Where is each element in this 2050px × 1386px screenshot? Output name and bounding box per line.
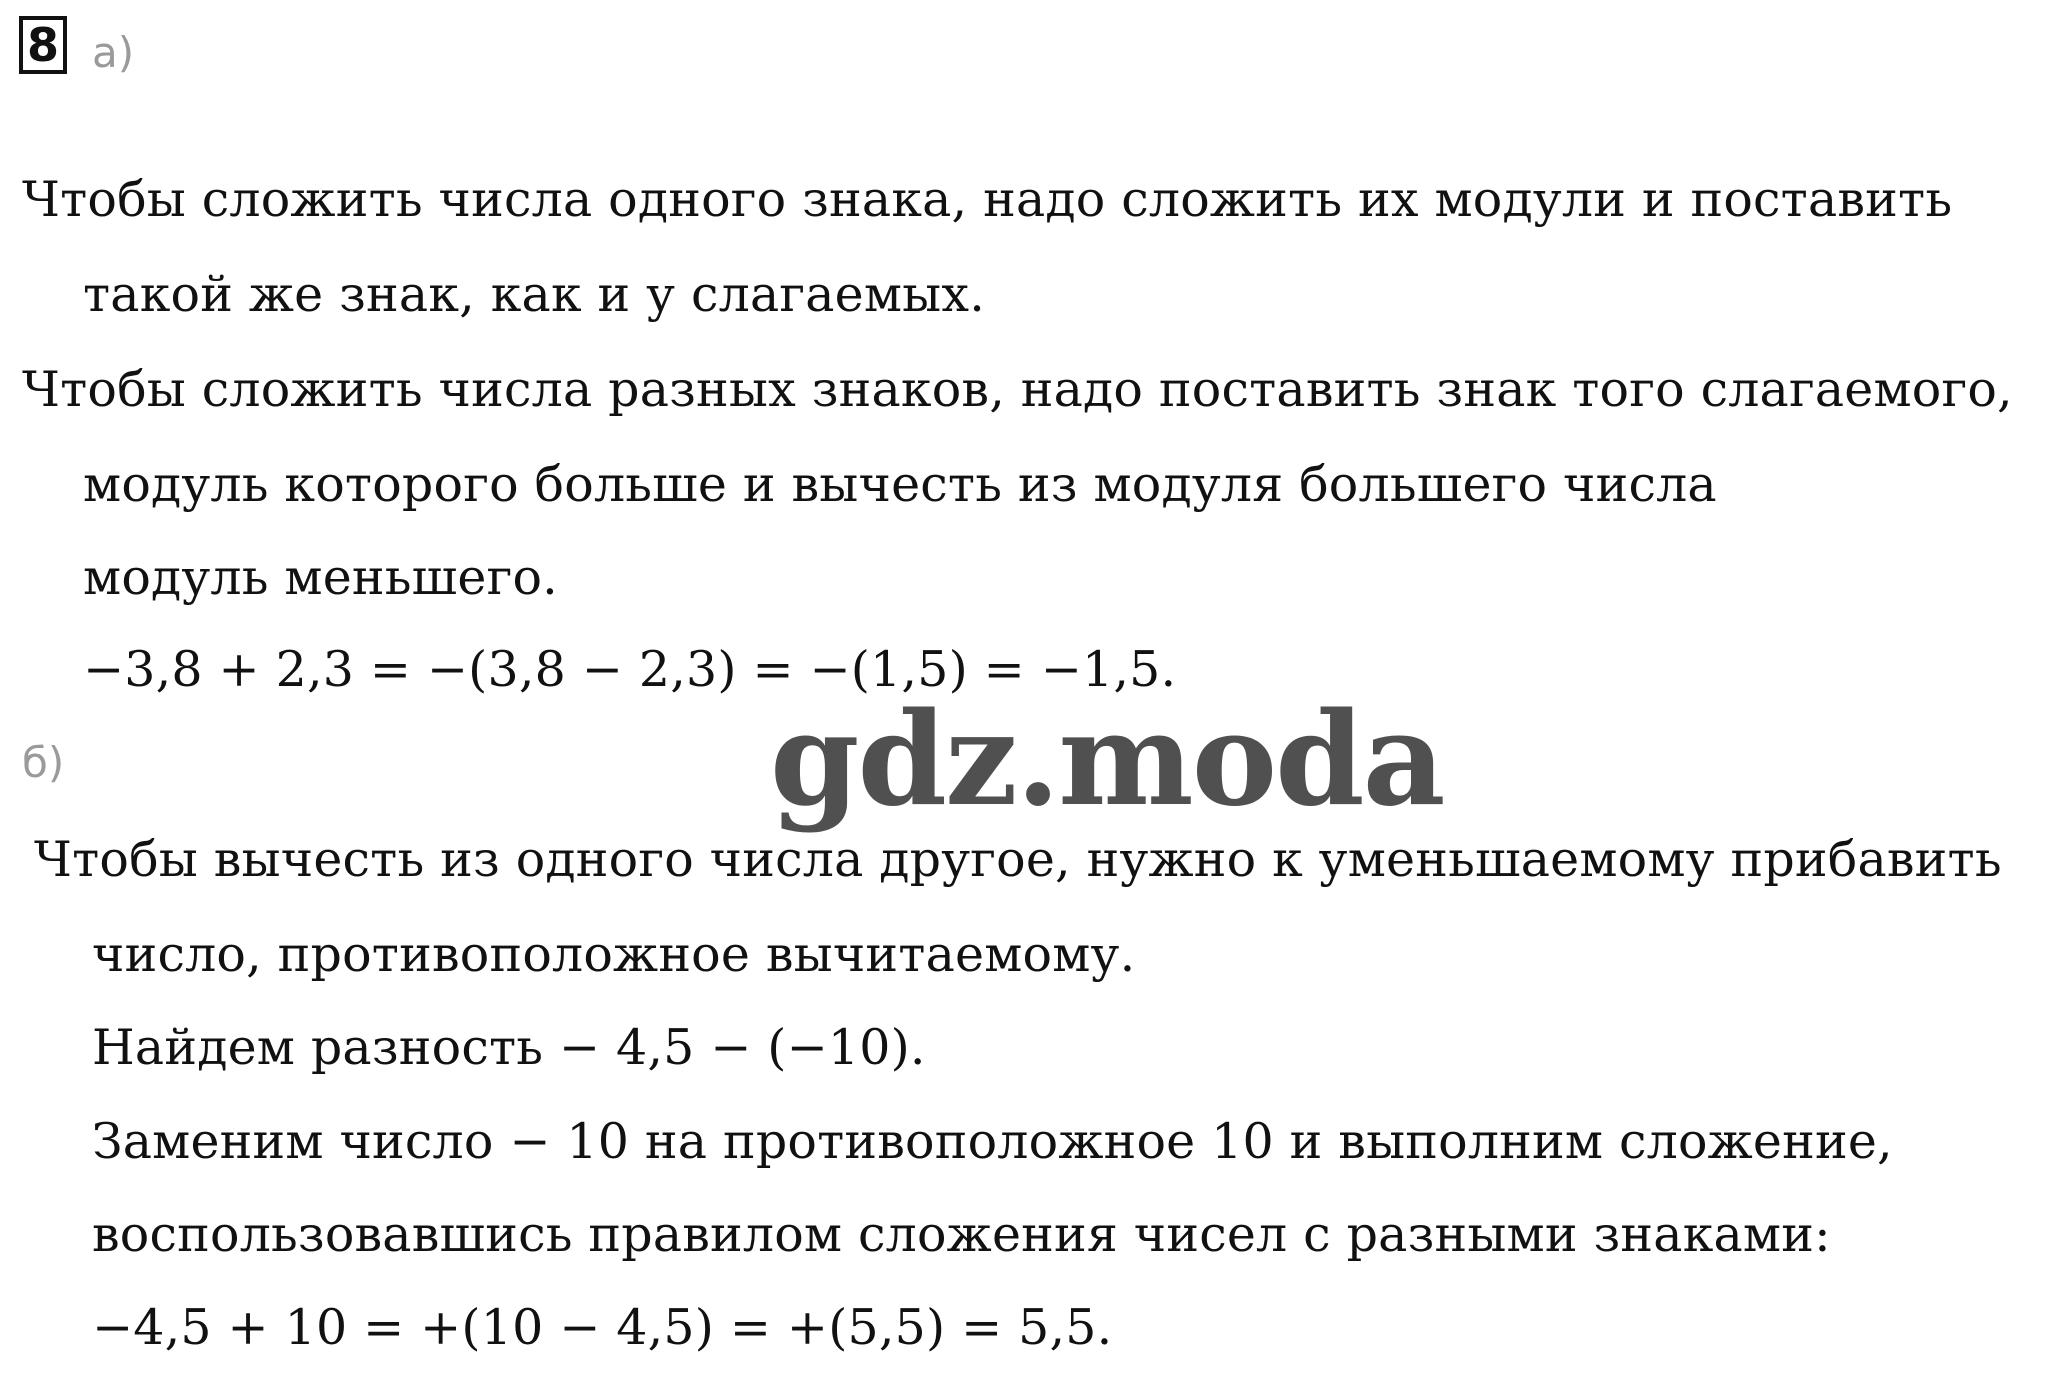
part-a-label: а)	[92, 28, 135, 77]
rule-text-line: число, противоположное вычитаемому.	[92, 926, 1136, 983]
equation-a: −3,8 + 2,3 = −(3,8 − 2,3) = −(1,5) = −1,5.	[83, 641, 1177, 698]
equation-b: −4,5 + 10 = +(10 − 4,5) = +(5,5) = 5,5.	[92, 1299, 1113, 1356]
rule-text-line: Чтобы вычесть из одного числа другое, нужно к уменьшаемому прибавить	[34, 831, 2002, 888]
rule-text-line: модуль меньшего.	[83, 549, 558, 606]
rule-text-line: Чтобы сложить числа одного знака, надо сложить их модули и поставить	[22, 171, 1953, 228]
rule-text-line: воспользовавшись правилом сложения чисел с разными знаками:	[92, 1206, 1831, 1263]
rule-text-line: Заменим число − 10 на противоположное 10 и выполним сложение,	[92, 1113, 1893, 1170]
rule-text-line: Найдем разность − 4,5 − (−10).	[92, 1019, 926, 1076]
part-b-label: б)	[22, 738, 65, 787]
watermark: gdz.moda	[770, 685, 1444, 835]
rule-text-line: Чтобы сложить числа разных знаков, надо поставить знак того слагаемого,	[22, 361, 2013, 418]
rule-text-line: модуль которого больше и вычесть из модуля большего числа	[83, 456, 1717, 513]
task-number: 8	[19, 16, 67, 74]
rule-text-line: такой же знак, как и у слагаемых.	[83, 266, 985, 323]
